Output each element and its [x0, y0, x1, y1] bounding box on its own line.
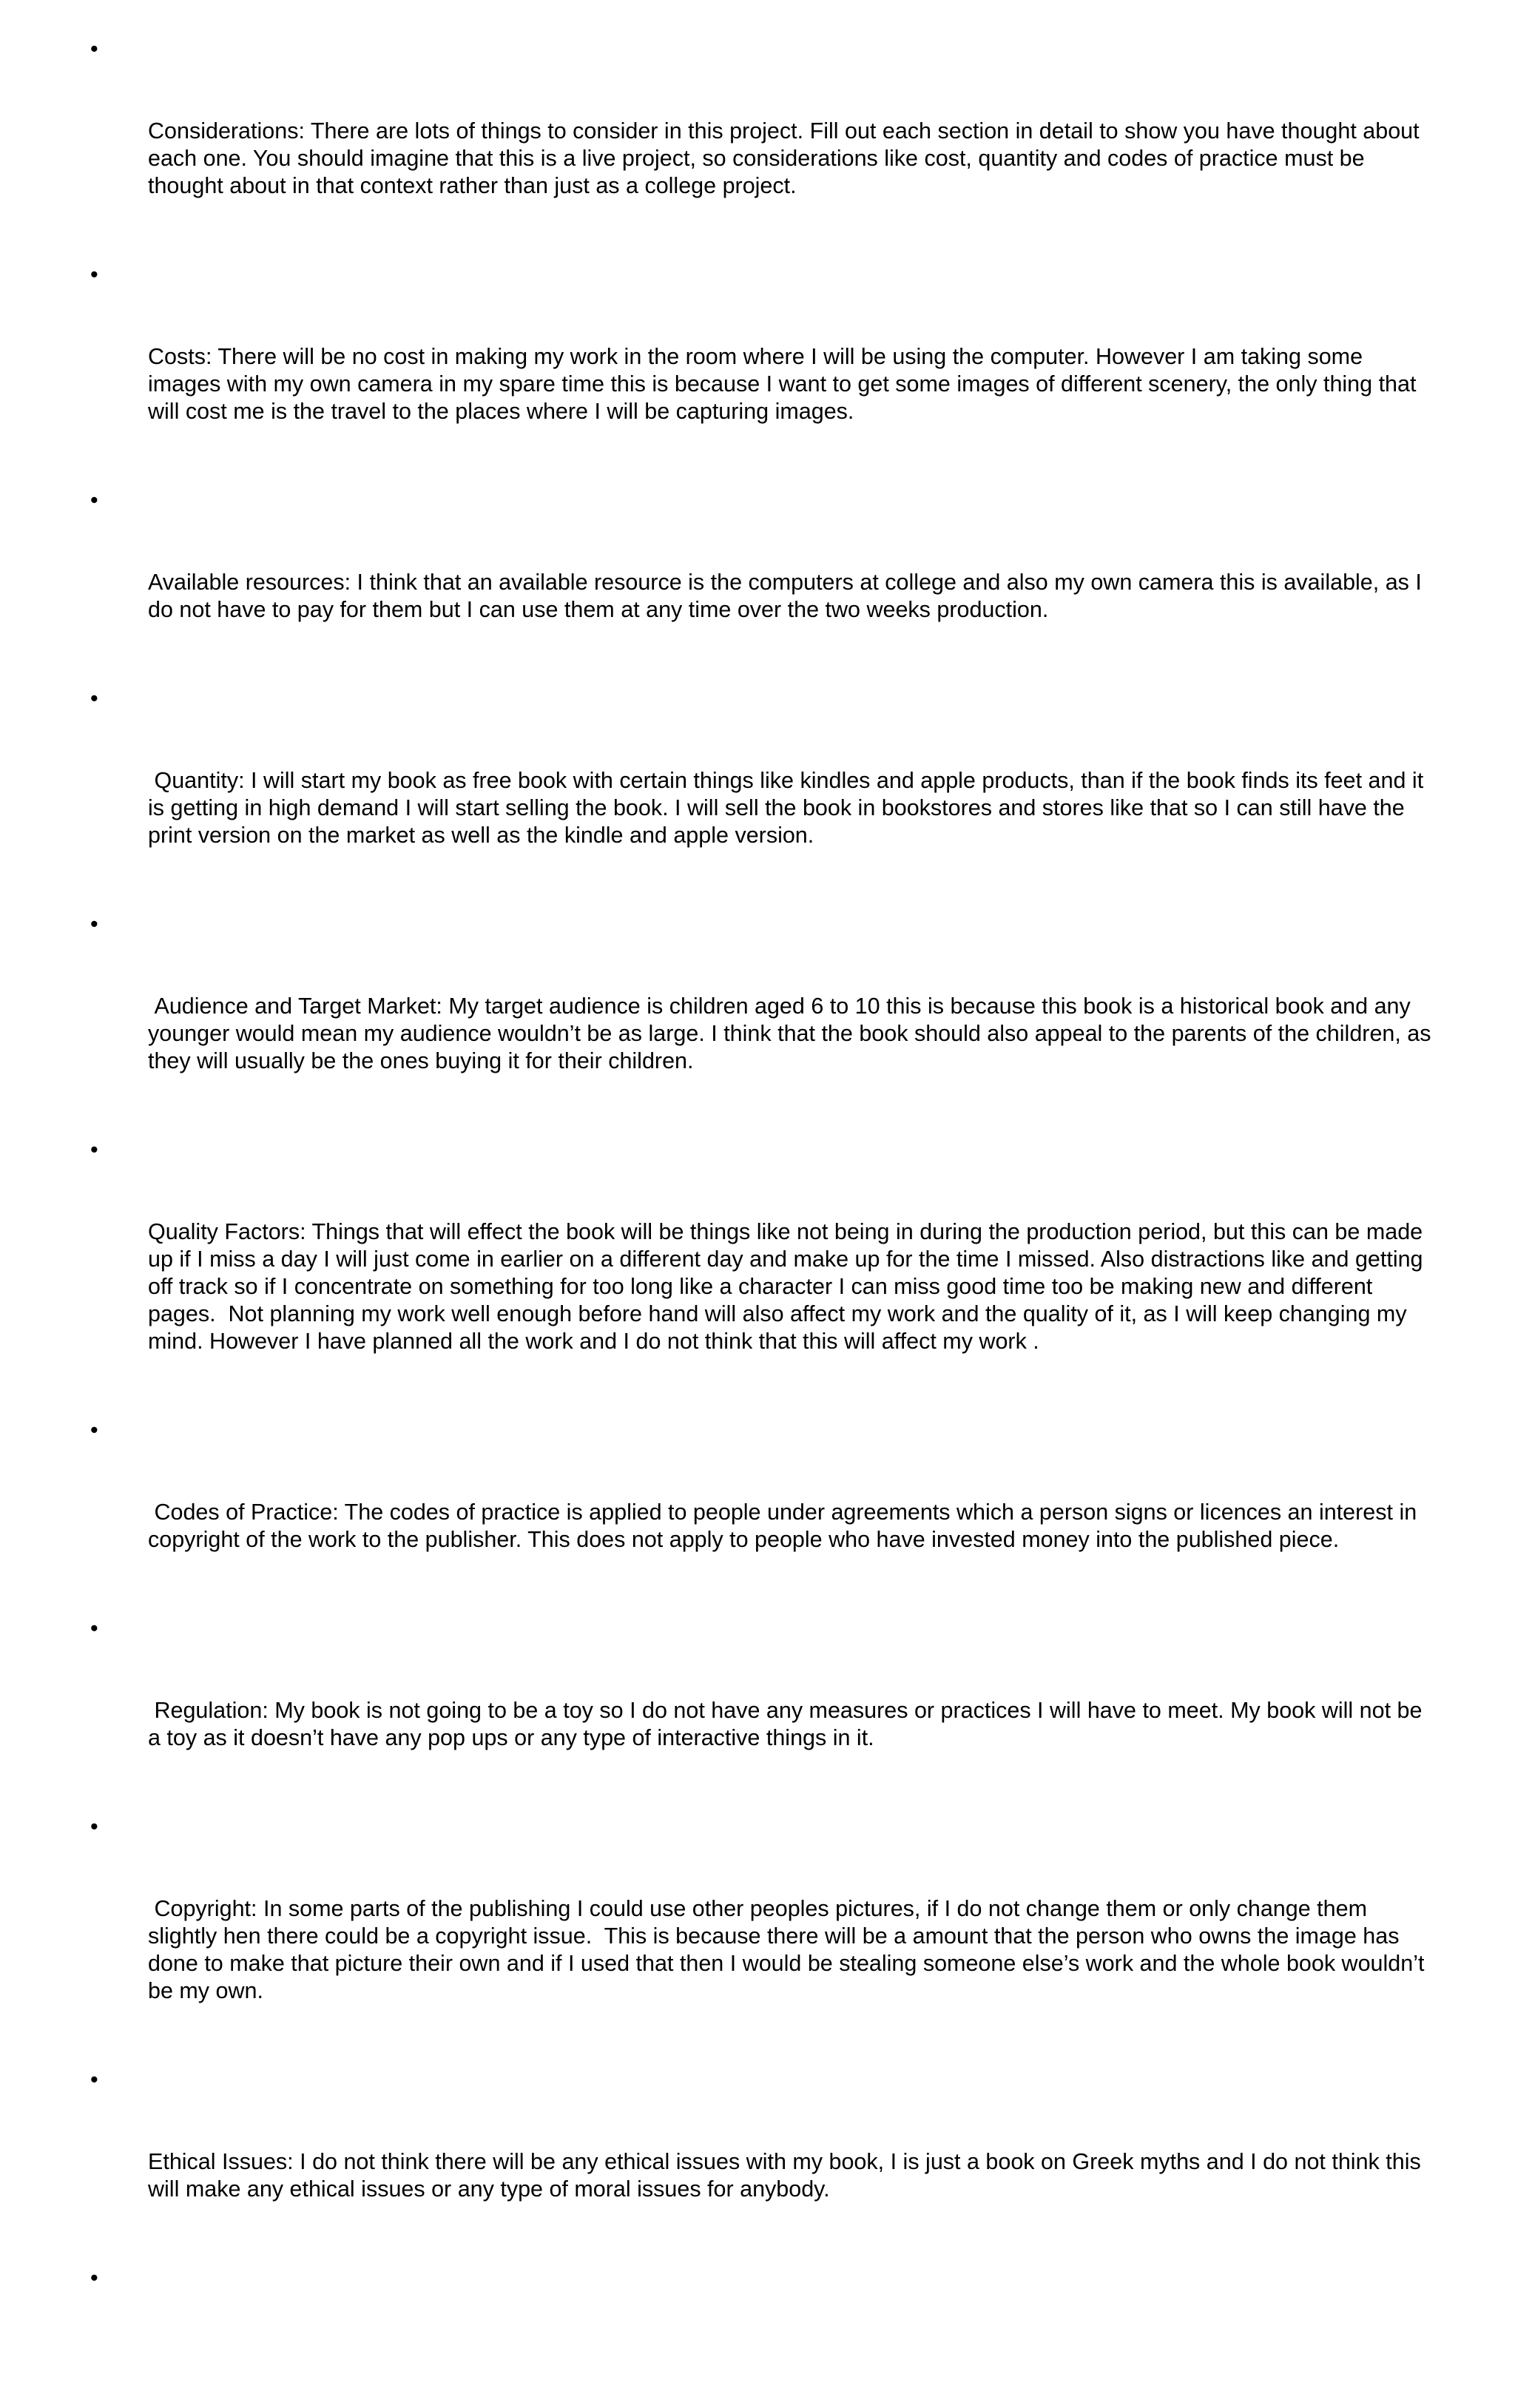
bullet-item-available-resources [90, 487, 1437, 678]
bullet-text: Available resources: I think that an available resource is the computers at college and also my own camera this is available, as I do not have to pay for them but I can use them at any time over the two weeks production. [148, 570, 1428, 622]
bullet-text: Audience and Target Market: My target audience is children aged 6 to 10 this is because this book is a historical book and any younger would mean my audience wouldn’t be as large. I think that the book should also appeal to the parents of the children, as they will usually be the ones buying it for their children. [148, 994, 1438, 1073]
bullet-icon: • [90, 36, 98, 61]
bullet-icon: • [90, 1417, 98, 1443]
bullet-icon: • [90, 1137, 98, 1162]
bullet-item-codes-of-practice [90, 1417, 1437, 1608]
bullet-item-audience [90, 911, 1437, 1130]
bullet-item-costs [90, 261, 1437, 480]
bullet-item-copyright [90, 1813, 1437, 2060]
bullet-item-ethical-issues [90, 2066, 1437, 2258]
bullet-icon: • [90, 1616, 98, 1641]
bullet-text: Quantity: I will start my book as free book with certain things like kindles and apple products, than if the book finds its feet and it is getting in high demand I will start selling the book. I will sell the book in bookstores and stores like that so I can still have the print version on the market as well as the kindle and apple version. [148, 768, 1430, 848]
bullet-item-quality-factors [90, 1136, 1437, 1410]
bullet-item-considerations [90, 36, 1437, 254]
bullet-item-quantity [90, 685, 1437, 904]
bullet-item-empty [90, 2264, 1437, 2401]
bullet-text: Regulation: My book is not going to be a toy so I do not have any measures or practices I will have to meet. My book will not be a toy as it doesn’t have any pop ups or any type of interactive things in it. [148, 1698, 1428, 1750]
bullet-icon: • [90, 262, 98, 287]
bullet-text: Costs: There will be no cost in making my work in the room where I will be using the computer. However I am taking some images with my own camera in my spare time this is because I want to get some images of different scenery, the only thing that will cost me is the travel to the places where I will be capturing images. [148, 344, 1423, 424]
bullet-text: Copyright: In some parts of the publishing I could use other peoples pictures, if I do not change them or only change them slightly hen there could be a copyright issue. This is because there will be a amount that the person who owns the image has done to make that picture their own and if I used that then I would be stealing someone else’s work and the whole book wouldn’t be my own. [148, 1896, 1431, 2003]
bullet-icon: • [90, 2067, 98, 2092]
bullet-icon: • [90, 1814, 98, 1839]
bullet-icon: • [90, 911, 98, 937]
bullet-text: Ethical Issues: I do not think there will be any ethical issues with my book, I is just a book on Greek myths and I do not think this will make any ethical issues or any type of moral issues for anybody. [148, 2149, 1428, 2202]
bullet-text: Considerations: There are lots of things to consider in this project. Fill out each section in detail to show you have thought about each one. You should imagine that this is a live project, so considerations like cost, quantity and codes of practice must be thought about in that context rather than just as a college project. [148, 118, 1426, 198]
bullet-item-regulation [90, 1615, 1437, 1807]
bullet-icon: • [90, 488, 98, 513]
bullet-list [90, 36, 1437, 2408]
bullet-text: Quality Factors: Things that will effect the book will be things like not being in during the production period, but this can be made up if I miss a day I will just come in earlier on a different day and make up for the time I missed. Also distractions like and getting off track so if I concentrate on something for too long like a character I can miss good time too be making new and different pages. Not planning my work well enough before hand will also affect my work and the quality of it, as I will keep changing my mind. However I have planned all the work and I do not think that this will affect my work . [148, 1219, 1430, 1354]
bullet-text: Codes of Practice: The codes of practice is applied to people under agreements which a person signs or licences an interest in copyright of the work to the publisher. This does not apply to people who have invested money into the published piece. [148, 1500, 1423, 1552]
bullet-icon: • [90, 686, 98, 711]
bullet-icon: • [90, 2265, 98, 2290]
